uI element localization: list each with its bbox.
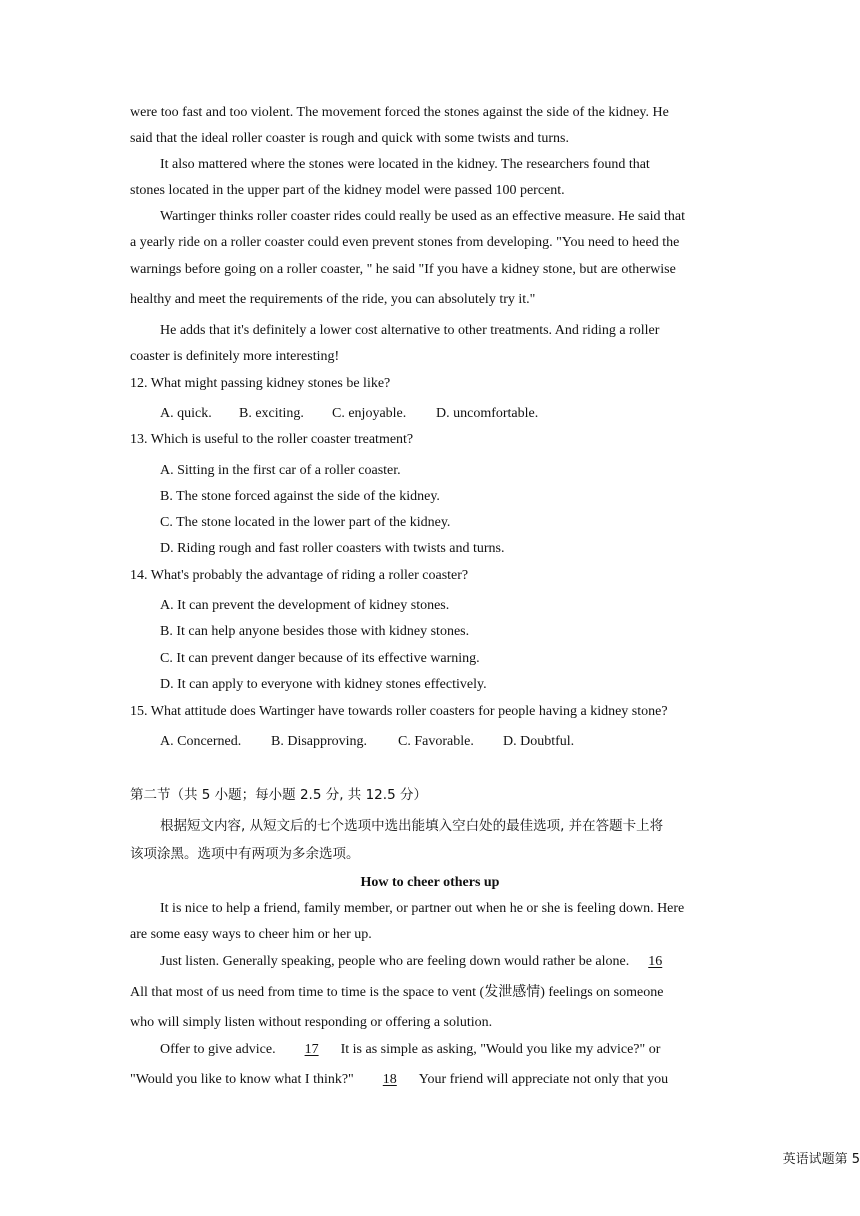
question-option: B. The stone forced against the side of the kidney. [160, 489, 440, 504]
passage-line: It also mattered where the stones were located in the kidney. The researchers found that [160, 157, 650, 172]
page-footer: 英语试题第 5 [782, 1152, 860, 1167]
question-stem: 15. What attitude does Wartinger have towards roller coasters for people having a kidney stone? [130, 704, 668, 719]
article-text: It is as simple as asking, "Would you like my advice?" or [340, 1042, 661, 1057]
question-option: B. Disapproving. [271, 734, 368, 749]
answer-blank-17: 17 [304, 1042, 319, 1057]
instructions-line: 该项涂黑。选项中有两项为多余选项。 [130, 846, 360, 862]
passage-line: healthy and meet the requirements of the ride, you can absolutely try it." [130, 292, 536, 307]
question-stem: 12. What might passing kidney stones be like? [130, 376, 391, 391]
question-stem: 13. Which is useful to the roller coaster treatment? [130, 432, 414, 447]
article-line [160, 953, 681, 971]
article-title: How to cheer others up [360, 875, 500, 890]
question-option: C. The stone located in the lower part of the kidney. [160, 515, 451, 530]
question-option: A. Concerned. [160, 734, 242, 749]
passage-line: a yearly ride on a roller coaster could even prevent stones from developing. "You need to heed the [130, 235, 680, 250]
article-line: All that most of us need from time to time is the space to vent (发泄感情) feelings on someone [130, 985, 664, 1000]
passage-line: He adds that it's definitely a lower cost alternative to other treatments. And riding a roller [160, 323, 660, 338]
question-option: C. Favorable. [398, 734, 474, 749]
passage-line: coaster is definitely more interesting! [130, 349, 340, 364]
article-text: "Would you like to know what I think?" [130, 1072, 354, 1087]
article-line: who will simply listen without responding or offering a solution. [130, 1015, 493, 1030]
passage-line: said that the ideal roller coaster is rough and quick with some twists and turns. [130, 131, 569, 146]
article-line: It is nice to help a friend, family member, or partner out when he or she is feeling down. Here [160, 901, 685, 916]
question-option: A. It can prevent the development of kidney stones. [160, 598, 450, 613]
question-option: B. exciting. [239, 406, 304, 421]
question-option: C. enjoyable. [332, 406, 407, 421]
question-option: C. It can prevent danger because of its effective warning. [160, 651, 480, 666]
question-option: D. uncomfortable. [436, 406, 539, 421]
answer-blank-18: 18 [382, 1072, 397, 1087]
passage-line: were too fast and too violent. The movement forced the stones against the side of the kidney. He [130, 105, 669, 120]
passage-line: stones located in the upper part of the kidney model were passed 100 percent. [130, 183, 565, 198]
passage-line: Wartinger thinks roller coaster rides could really be used as an effective measure. He said that [160, 209, 685, 224]
article-line [130, 1071, 668, 1089]
article-line: are some easy ways to cheer him or her up. [130, 927, 372, 942]
answer-blank-16: 16 [648, 954, 663, 969]
article-text: Just listen. Generally speaking, people who are feeling down would rather be alone. [160, 954, 630, 969]
article-line [160, 1041, 660, 1059]
question-stem: 14. What's probably the advantage of riding a roller coaster? [130, 568, 469, 583]
section-heading: 第二节（共 5 小题；每小题 2.5 分, 共 12.5 分） [130, 787, 427, 803]
article-text: Your friend will appreciate not only that you [418, 1072, 669, 1087]
question-option: A. Sitting in the first car of a roller coaster. [160, 463, 401, 478]
question-option: B. It can help anyone besides those with kidney stones. [160, 624, 470, 639]
question-option: D. Riding rough and fast roller coasters with twists and turns. [160, 541, 505, 556]
question-option: A. quick. [160, 406, 212, 421]
question-option: D. It can apply to everyone with kidney stones effectively. [160, 677, 487, 692]
passage-line: warnings before going on a roller coaster, " he said "If you have a kidney stone, but are otherwise [130, 262, 676, 277]
question-option: D. Doubtful. [503, 734, 575, 749]
article-text: Offer to give advice. [160, 1042, 276, 1057]
instructions-line: 根据短文内容, 从短文后的七个选项中选出能填入空白处的最佳选项, 并在答题卡上将 [160, 818, 664, 834]
